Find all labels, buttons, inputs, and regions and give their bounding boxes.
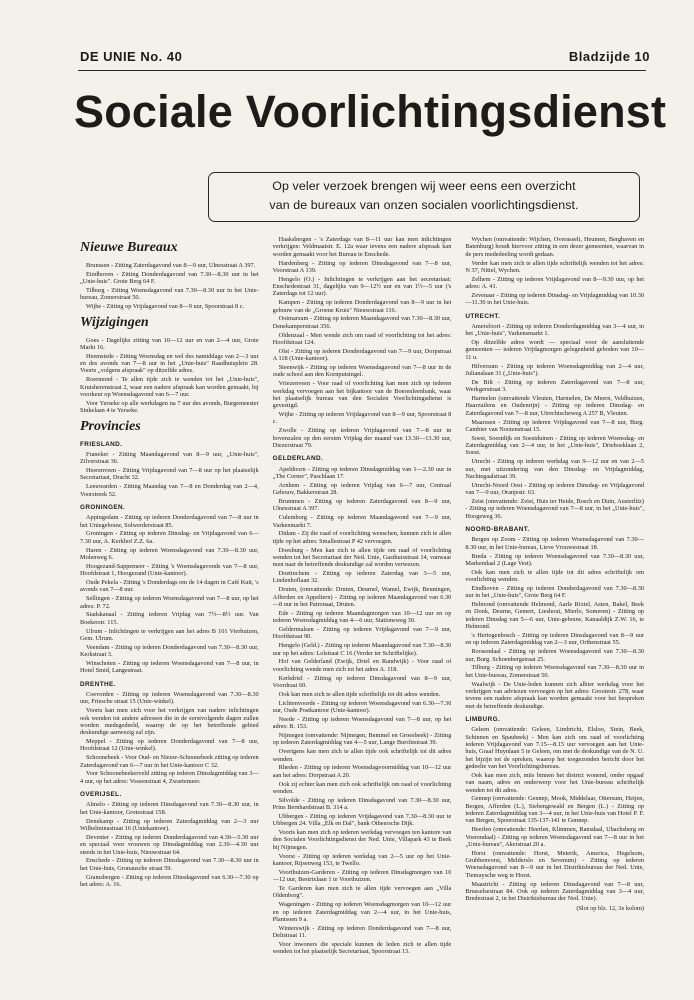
bureau-entry: Leeuwarden - Zitting Maandag van 7—8 en Donderdag van 2—4, Voorstreek 52. <box>80 483 259 498</box>
bureau-entry: Oude Pekela - Zitting 's Donderdags om de 14 dagen in Café Kuit, 's avonds van 7—8 uur. <box>80 579 259 594</box>
bureau-entry: Breda - Zitting op iederen Woensdagavond van 7.30—8.30 uur, Markendaal 2 (Lage Vest). <box>465 552 645 567</box>
publication-name: DE UNIE No. 40 <box>80 48 183 64</box>
province-heading: NOORD-BRABANT. <box>465 526 530 534</box>
intro-box <box>208 172 640 222</box>
bureau-entry: Goes - Dagelijks zitting van 10—12 uur en van 2—4 uur, Grote Markt 16. <box>80 336 259 351</box>
bureau-entry: Apeldoorn - Zitting op iederen Dinsdagmiddag van 1—2.30 uur in „The Corner", Paschlaan 17. <box>272 465 452 480</box>
bureau-entry: Franeker - Zitting Maandagavond van 8—9 uur, „Unie-huis", Zilverstraat 36. <box>80 450 259 466</box>
bureau-entry: Appingedam - Zitting op iederen Donderdagavond van 7—8 uur in het Uniegebouw, Solwerderstraat 85. <box>80 514 259 529</box>
article-title: Sociale Voorlichtingsdienst <box>74 86 667 137</box>
bureau-entry: Doetinchem - Zitting op iederen Zaterdag van 3—5 uur, Lindenhoflaan 32. <box>272 570 452 585</box>
province-heading: LIMBURG. <box>465 715 501 723</box>
bureau-entry: Voorst - Zitting op iederen werkdag van 2—5 uur op het Unie-kantoor, Rijsenweg 153, te Twello. <box>272 852 452 867</box>
bureau-entry: De Bilt - Zitting op iederen Zaterdagavond van 7—8 uur, Werkgerstraat 3. <box>465 378 645 394</box>
bureau-entry: Harmelen (omvattende Vleuten, Harmelen, De Meern, Veldhuizen, Haarzuilens en Oudenrijn) - Zitting op iederen Dinsdag- en Zaterdagavond van 7—8 uur, Utrechtscheweg A 257 B, Vleuten. <box>465 395 645 417</box>
section-heading: Nieuwe Bureaux <box>80 240 178 255</box>
bureau-entry: Denekamp - Zitting op iederen Zaterdagmiddag van 2—3 uur Wilhelminastraat 16 (Uniekantoor). <box>80 817 259 832</box>
bureau-entry: Winschoten - Zitting op iederen Woensdagavond van 7—8 uur, in Hotel Smid, Langestraat. <box>80 659 259 675</box>
bureau-entry: Eindhoven - Zitting op iederen Donderdagavond van 7.30—8.30 uur in het „Unie-huis", Grote Berg 64 F. <box>465 584 645 600</box>
bureau-entry: Druten, (omvattende: Druten, Deurnel, Wamel, Ewijk, Beuningen, Afferden en Appeltern) - Zitting op iederen Maandagavond van 6.30—8 uur in het Patronaat, Druten. <box>272 586 452 608</box>
bureau-entry: Wijhe - Zitting op iederen Vrijdagavond van 8—9 uur, Spoorstraat 8 c. <box>272 411 452 426</box>
province-heading: FRIESLAND. <box>80 440 123 448</box>
province-heading: GELDERLAND. <box>272 455 324 463</box>
bureau-entry: Sellingen - Zitting op iederen Woensdagavond van 7—8 uur, op het adres: P. 72. <box>80 595 259 610</box>
bureau-entry: Deventer - Zitting op iederen Donderdagavond van 4.30—5.30 uur en speciaal voor vrouwen op Dinsdagmiddag van 2.30—4.30 uur steeds in het Unie-huis, Nieuwstraat 64. <box>80 833 259 856</box>
bureau-entry: Ede - Zitting op iederen Maandagmorgen van 10—12 uur en op iederen Woensdagmiddag van 4—6 uur, Stationsweg 30. <box>272 609 452 625</box>
bureau-entry: 's Hertogenbosch - Zitting op iederen Dinsdagavond van 8—9 uur en op iederen Zaterdagmiddag van 2—3 uur, Orthenstraat 55. <box>465 632 645 647</box>
page-header <box>80 46 650 66</box>
bureau-entry: Hoogezand-Sappemeer - Zitting 's Woensdagavonds van 7—8 uur, Hoofdstraat 1, Hoogezand (Unie-kantoor). <box>80 562 259 578</box>
bureau-entry: Ook kan men zich, mits binnen het district wonend, onder opgaaf van naam, adres en onderwerp voor het Unie-bureau schriftelijk wenden tot dit adres. <box>465 771 645 794</box>
bureau-entry: Utrecht-Noord Oost - Zitting op iederen Dinsdag- en Vrijdagavond van 7—9 uur, Oranjestr. 63. <box>465 481 645 497</box>
bureau-entry: Hengelo (O.) - Inlichtingen te verkrijgen aan het secretariaat: Enschedestraat 31, dagelijks van 9—12½ uur en van 1½—5 uur ('s Zaterdags tot 12 uur). <box>272 275 452 298</box>
bureau-entry: Voor Schoonebeekerveld zitting op iederen Dinsdagmiddag van 3—4 uur, op het adres: Vossenstraat 4, Zwartemeer. <box>80 770 259 785</box>
bureau-entry: Hof van Gelderland (Ewijk, Driel en Randwijk) - Voor raad of voorlichting wende men zich tot het adres A. 118. <box>272 658 452 673</box>
bureau-entry: Wageningen - Zitting op iederen Woensdagmorgen van 10—12 uur en op iederen Zaterdagmiddag van 2—4 uur, in het Unie-huis, Plantsoen 9 a. <box>272 901 452 923</box>
bureau-entry: Brunssen - Zitting Zaterdagavond van 8—9 uur, Ulnesstraat A 397. <box>86 262 256 269</box>
bureau-entry: Neede - Zitting op iederen Woensdagavond van 7—8 uur, op het adres: B. 153. <box>272 715 452 731</box>
page-number: Bladzijde 10 <box>568 48 650 64</box>
bureau-entry: Kampen - Zitting op iederen Donderdagavond van 8—9 uur in het gebouw van de „Groene Kruis" Nieuwstraat 116. <box>272 299 452 314</box>
bureau-entry: Hilversum - Zitting op iederen Woensdagmiddag van 2—4 uur, Julianalaan 31 („Unie-huis"). <box>465 362 645 377</box>
bureau-entry: Voor inwoners die speciale kunnen de leden zich te allen tijde wenden tot het plaatselijk Secretariaat, Spoorstraat 13. <box>272 940 452 956</box>
province-heading: GRONINGEN. <box>80 503 126 511</box>
intro-line: Op veler verzoek brengen wij weer eens een overzicht <box>272 179 576 193</box>
bureau-entry: Geldermalsen - Zitting op iederen Vrijdagavond van 7—9 uur, Hoofdstraat 90. <box>272 626 452 641</box>
bureau-entry: Lichtenvoorde - Zitting op iederen Woensdagavond van 6.30—7.30 uur, Oude Postkantoor (Unie-kantoor). <box>272 699 452 714</box>
bureau-entry: Zevenaar - Zitting op iederen Dinsdag- en Vrijdagmiddag van 10.30—11.30 in het Unie-huis. <box>465 291 645 307</box>
bureau-entry: Ook zij echter kan men zich ook schriftelijk om raad of voorlichting wenden. <box>272 780 452 795</box>
bureau-entry: Kerkdriel - Zitting op iederen Dinsdagavond van 8—9 uur, Voordraai 60. <box>272 674 452 689</box>
bureau-entry: Verder kan men zich te allen tijde schriftelijk wenden tot het adres: N 37, Nittel, Wychen. <box>465 259 645 274</box>
bureau-entry: Roermond - Te allen tijde zich te wenden tot het „Unie-huis", Kruisherenstraat 2, waar een nadere afspraak kan worden gemaakt, bij voorkeur op Woensdagavond van 6—7 uur. <box>80 376 259 398</box>
bureau-entry: Overigens kan men zich te allen tijde ook schriftelijk tot dit adres wenden. <box>272 748 452 763</box>
bureau-entry: Roosendaal - Zitting op iederen Woensdagavond van 7.30—8.30 uur, Burg. Schoenbergstraat 25. <box>465 648 645 663</box>
bureau-entry: Tilburg - Zitting Woensdagavond van 7.30—8.30 uur in het Unie-bureau, Zomerstraat 50. <box>80 287 259 302</box>
bureau-entry: Oldenzaal - Men wende zich om raad of voorlichting tot het adres: Hoofdstraat 124. <box>272 331 452 346</box>
bureau-entry: Enschede - Zitting op iederen Dinsdagavond van 7.30—8.30 uur in het Unie-huis, Gronausche straat 59. <box>80 857 259 872</box>
bureau-entry: Utrecht - Zitting op iederen werkdag van 9—12 uur en van 2—5 uur, met uitzondering van den Dinsdag- en Vrijdagmiddag, Nachtegaalstraat 39. <box>465 458 645 480</box>
bureau-entry: Tilburg - Zitting op iederen Woensdagavond van 7.30—8.30 uur in het Unie-bureau, Zomerstraat 50. <box>465 664 645 679</box>
column-1 <box>80 236 259 976</box>
bureau-entry: Bergen op Zoom - Zitting op iederen Woensdagavond van 7.30—8.30 uur, in het Unie-bureau, Lieve Vrouwestraat 18. <box>465 536 645 551</box>
bureau-entry: Zelhem - Zitting op iederen Vrijdagavond van 8—9.30 uur, op het adres: A. 41. <box>465 275 645 291</box>
bureau-entry: Heemstede - Zitting Woensdag en wel des namiddags van 2—3 uur en des avonds van 7—8 uur in het „Unie-huis" Raadhuisplein 28. Voorts „volgens afspraak" op ditzelfde adres. <box>80 352 259 375</box>
bureau-entry: Didam - Zij die raad of voorlichting wenschen, kunnen zich te allen tijde op het adres: Smallestraat P 42 vervoegen. <box>272 530 452 545</box>
bureau-entry: Nijmegen (omvattende: Nijmegen, Bemmel en Groesbeek) - Zitting op iederen Zaterdagmiddag van 4—5 uur, Lange Burchtstraat 39. <box>272 731 452 747</box>
bureau-entry: Rheden - Zitting op iederen Woensdagvoormiddag van 10—12 uur aan het adres: Dorpstraat A 20. <box>272 764 452 779</box>
bureau-entry: Heerenveen - Zitting Vrijdagavond van 7—8 uur op het plaatselijk Secretariaat, Dracht 32. <box>80 467 259 482</box>
bureau-entry: Voorts kan men zich voor het verkrijgen van nadere inlichtingen ook wenden tot andere adressen die in de eerstvolgende dagen zullen worden medegedeeld, waarop de op het betreffende gebied deskundige aanwezig zal zijn. <box>80 707 259 737</box>
bureau-entry: Haaksbergen - 's Zaterdags van 8—11 uur kan men inlichtingen verkrijgen: Veldmaatstr. E. 12a waar tevens een nadere afspraak kan worden gemaakt voor het Bureau te Enschede. <box>272 236 452 258</box>
header-rule <box>78 70 646 71</box>
bureau-entry: Waalwijk - De Unie-leden kunnen zich alhier werkdag voor het verkrijgen van adviezen vervoegen op het adres: Grootestr. 278, waar tevens een nadere afspraak kan worden gemaakt voor het bespreken met de betreffende deskundige. <box>465 680 645 710</box>
column-2 <box>273 236 452 976</box>
bureau-entry: Veendam - Zitting op iederen Donderdagavond van 7.30—8.30 uur, Kerkstraat 3. <box>80 643 259 659</box>
section-heading: Wijzigingen <box>80 314 149 330</box>
bureau-entry: Meppel - Zitting op iederen Donderdagavond van 7—8 uur, Hoofdstraat 12 (Unie-winkel). <box>80 738 259 753</box>
bureau-entry: Voorts kan men zich op iederen werkdag vervoegen ten kantore van den Socialen Voorlichtingsdienst der Ned. Unie, Villapark 43 te Beek bij Nijmegen. <box>272 829 452 851</box>
bureau-entry: Heerlen (omvattende: Heerlen, Klimmen, Ransdaal, Ubachsberg en Voerendaal) - Zitting op iederen Woensdagavond van 7—8 uur in het „Unie-bureau", Akerstraat 20 a. <box>465 826 645 848</box>
bureau-entry: Culemborg - Zitting op iederen Maandagavond van 7—9 uur, Varkenmarkt 7. <box>272 514 452 529</box>
intro-line: van de bureaux van onzen socialen voorlichtingsdienst. <box>269 198 579 212</box>
bureau-entry: Helmond (omvattende Helmond, Aarle Rixtel, Asten, Bakel, Beek en Donk, Deurne, Gemert, Lieshout, Mierlo, Someren) - Zitting op iederen Dinsdag van 5—6 uur, Unie-gebouw, Kanaaldijk Z.W. 16, te Helmond. <box>465 601 645 631</box>
bureau-entry: Coevorden - Zitting op iederen Woensdagavond van 7.30—8.30 uur, Friesche straat 15 (Unie-winkel). <box>80 690 259 706</box>
bureau-entry: Silvolde - Zitting op iederen Dinsdagavond van 7.30—8.30 uur, Prins Bernhardstraat B. 314 a. <box>272 796 452 812</box>
bureau-entry: Winterswijk - Zitting op iederen Donderdagavond van 7—8 uur, Deltstraat 11. <box>272 924 452 940</box>
bureau-entry: Gramsbergen - Zitting op iederen Dinsdagavond van 6.30—7.30 op het adres: A. 16. <box>80 873 259 888</box>
bureau-entry: Wijhe - Zitting op Vrijdagavond van 8—9 uur, Spoorstraat 8 c. <box>86 303 245 311</box>
bureau-entry: Te Garderen kan men zich te allen tijde vervoegen aan „Villa Oldenborg". <box>272 885 452 900</box>
bureau-entry: Amersfoort - Zitting op iederen Donderdagmiddag van 3—4 uur, in het „Unie-huis", Varkensmarkt 1. <box>465 322 645 338</box>
bureau-entry: Haren - Zitting op iederen Woensdagavond van 7.30—8.30 uur, Molenweg 6. <box>80 546 259 561</box>
bureau-entry: Doesburg - Men kan zich te allen tijde om raad of voorlichting wenden tot het Secretariaat der Ned. Unie, Gasthuisstraat 14, vanwaar men naar de betreffende deskundige zal worden verwezen. <box>272 546 452 569</box>
bureau-entry: Voor Yerseke op alle werkdagen na 7 uur des avonds, Burgemeester Sinkelaan 4 te Yerseke. <box>80 399 259 415</box>
section-heading: Provincies <box>80 418 141 434</box>
bureau-entry: Soest, Soestdijk en Soestduinen - Zitting op iederen Woensdag- en Zaterdagmiddag van 2—4 uur, in het „Unie-huis", Driehoeklaan 2, Soest. <box>465 434 645 457</box>
bureau-entry: Steenwijk - Zitting op iederen Woensdagavond van 7—8 uur in de oude school aan den Kornputsingel. <box>272 364 452 379</box>
bureau-entry: Almelo - Zitting op iederen Dinsdagavond van 7.30—8.30 uur, in het Unie-kantoor, Grotestraat 158. <box>80 801 259 816</box>
bureau-entry: Gennep (omvattende: Gennep, Mook, Middelaar, Ottersum, Heijen, Bergen, Afferden (L.), Siebengewald en Bergen (L.) - Zitting op iederen Zaterdagmiddag van 3—4 uur, in het Unie-huis van Hotel P. F. van Bergen, Spoorstraat 135-137-141 te Gennep. <box>465 795 645 825</box>
bureau-entry: Geleen (omvattende: Geleen, Limbricht, Elsloo, Stein, Beek, Schinnen en Spaubeek) - Men kan zich om raad of voorlichting iederen Vrijdagavond van 7.15—8.15 uur vervoegen aan het Unie-huis, Graaf Huynlaan 5 te Geleen, om met de deskundige van de N. U. het bijzijn tot de spreken, waarop het toegezonden bericht door het gedeelte van het Voorlichtingsbureau. <box>465 726 645 770</box>
bureau-entry: Olst - Zitting op iederen Donderdagavond van 7—9 uur, Dorpstraat A 118 (Unie-kantoor). <box>272 347 452 363</box>
bureau-entry: Zwolle - Zitting op iederen Vrijdagavond van 7—8 uur in bovenzalen op den eersten Vrijdag der maand van 13.30—13.30 uur, Diezerstraat 79. <box>272 427 452 449</box>
bureau-entry: Ook kan men zich te allen tijde tot dit adres schriftelijk om voorlichting wenden. <box>465 568 645 584</box>
bureau-entry: Ulrum - Inlichtingen te verkrijgen aan het adres B 101 Vierhuizen, Gem. Ulrum. <box>80 627 259 642</box>
bureau-entry: Groningen - Zitting op iederen Dinsdag- en Vrijdagavond van 6—7.30 uur, A. Kerkhof Z.Z. 6a. <box>80 530 259 545</box>
bureau-entry: Ubbergen - Zitting op iederen Vrijdagavond van 7.30—8.30 uur te Ubbergen 24. Villa „Elk en Dal", bank Otheersche Dijk. <box>272 812 452 828</box>
bureau-entry: Hardenberg - Zitting op iederen Dinsdagavond van 7—8 uur, Voorstraat A 139. <box>272 259 452 274</box>
province-heading: DRENTHE. <box>80 680 116 688</box>
bureau-entry: Ootmarsum - Zitting op iederen Maandagavond van 7.30—8.30 uur, Denekamperstraat 356. <box>272 315 452 330</box>
continuation-note: (Slot op blz. 12, 3e kolom) <box>576 904 645 912</box>
article-columns <box>80 236 644 976</box>
bureau-entry: Maarssen - Zitting op iederen Vrijdagavond van 7—8 uur, Burg. Cambier van Nootenstraat 15. <box>465 418 645 433</box>
bureau-entry: Voorthuizen-Garderen - Zitting op iederen Dinsdagmorgen van 10—12 uur, Bestrixlaan 1 te Voorthuizen. <box>272 868 452 884</box>
bureau-entry: Hengelo (Geld.) - Zitting op iederen Maandagavond van 7.30—8.30 uur op het adres: Lolstraat C 16 (Verder ter Schriftelijke). <box>272 642 452 657</box>
bureau-entry: Vriezenveen - Voor raad of voorlichting kan men zich op iederen werkdag vervoegen aan het bijkantoor van de Boerenleenbank, waar het plaatselijk bureau van den Socialen Voorlichtingsdienst is gevestigd. <box>272 380 452 410</box>
bureau-entry: Stadskanaal - Zitting iederen Vrijdag van 7½—8½ uur. Van Boekerstr. 115. <box>80 611 259 626</box>
bureau-entry: Wychen (omvattende: Wijchen, Overasselt, Heumen, Berghaven en Batenburg) houdt hiervoor zitting in een dezer gemeenten, waarvan in de pers mededeeling wordt gedaan. <box>465 236 645 258</box>
bureau-entry: Ook kan men zich te allen tijde schriftelijk tot dit adres wenden. <box>278 690 441 698</box>
bureau-entry: Brummen - Zitting op iederen Zaterdagavond van 8—9 uur, Ulnesstraat A 397. <box>272 498 452 513</box>
bureau-entry: Eindhoven - Zitting Donderdagavond van 7.30—8.30 uur in het „Unie-huis". Grote Berg 64 F. <box>80 270 259 286</box>
column-3 <box>465 236 644 976</box>
province-heading: OVERIJSEL. <box>80 791 122 799</box>
bureau-entry: Schoonebeek - Voor Oud- en Nieuw-Schoonebeek zitting op iederen Zaterdagavond van 6—7 uur in het Unie-kantoor C 32. <box>80 754 259 769</box>
bureau-entry: Maastricht - Zitting op iederen Dinsdagavond van 7—8 uur, Brusselsestraat 84. Ook op iederen Zaterdagmiddag van 3—4 uur, Bredestraat 2, in het Distriktsbureau der Ned. Unie). <box>465 880 645 903</box>
bureau-entry: Zeist (omvattende: Zeist, Huis ter Heide, Bosch en Duin, Austerlitz) - Zitting op iederen Woensdagavond van 7—8 uur, in het „Unie-huis", Hoogeweg 36. <box>465 498 645 520</box>
bureau-entry: Horst (omvattende: Horst, Meterik, America, Hegelsom, Grubbenvorst, Melderslo en Sevenum) - Zitting op iederen Woensdagavond van 8—9 uur in het Distriktsbureau der Ned. Unie, Tienraysche weg te Horst. <box>465 849 645 879</box>
bureau-entry: Op ditzelfde adres wordt — speciaal voor de aansluitende gemeenten — iederen Vrijdagmorgen gelegenheid geboden van 10—11 u. <box>465 339 645 361</box>
bureau-entry: Arnhem - Zitting op iederen Vrijdag van 6—7 uur, Centraal Gebouw, Bakkerstraat 28. <box>272 481 452 497</box>
province-heading: UTRECHT. <box>465 312 501 320</box>
